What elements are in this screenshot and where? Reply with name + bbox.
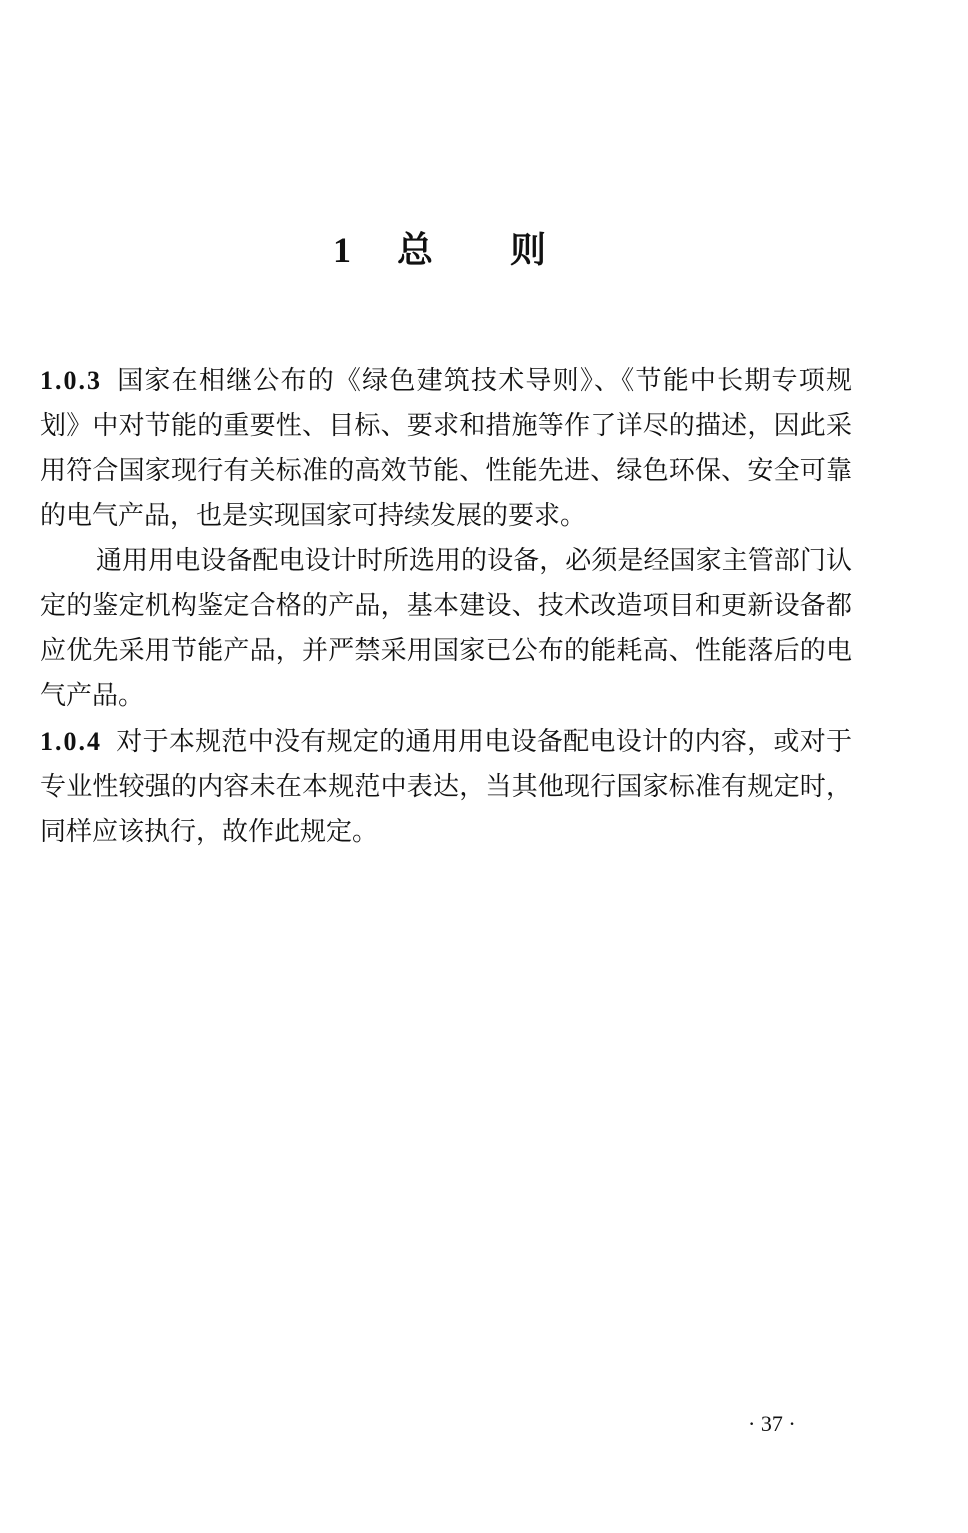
chapter-title-char-2: 则 <box>510 229 547 271</box>
clause-number: 1.0.3 <box>40 366 102 395</box>
chapter-title-char-1: 总 <box>397 229 434 271</box>
clause-number: 1.0.4 <box>40 727 102 756</box>
clause-1-0-3 <box>40 358 852 539</box>
clause-text: 国家在相继公布的《绿色建筑技术导则》、《节能中长期专项规划》中对节能的重要性、目标、要求和措施等作了详尽的描述，因此采用符合国家现行有关标准的高效节能、性能先进、绿色环保、安全可靠的电气产品，也是实现国家可持续发展的要求。 <box>40 366 852 531</box>
page-number: · 37 · <box>748 1411 796 1436</box>
clause-1-0-3-continuation: 通用用电设备配电设计时所选用的设备，必须是经国家主管部门认定的鉴定机构鉴定合格的产品，基本建设、技术改造项目和更新设备都应优先采用节能产品，并严禁采用国家已公布的能耗高、性能落后的电气产品。 <box>40 546 852 711</box>
clause-1-0-4 <box>40 719 852 855</box>
chapter-heading <box>0 222 968 278</box>
clause-text: 对于本规范中没有规定的通用用电设备配电设计的内容，或对于专业性较强的内容未在本规范中表达，当其他现行国家标准有规定时，同样应该执行，故作此规定。 <box>40 727 852 847</box>
chapter-number: 1 <box>333 230 351 270</box>
chapter-body <box>40 358 852 855</box>
